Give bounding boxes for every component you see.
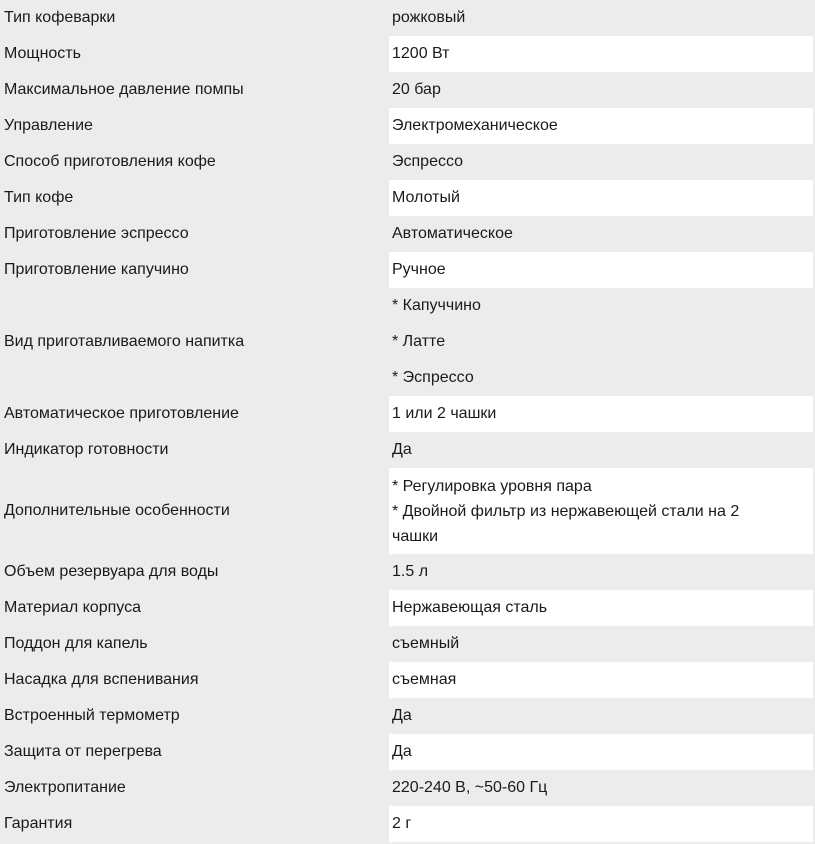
spec-value: съемный xyxy=(392,635,460,652)
spec-label: Вид приготавливаемого напитка xyxy=(4,333,245,350)
spec-row xyxy=(0,108,815,144)
spec-row xyxy=(0,468,815,554)
spec-value: 1.5 л xyxy=(392,563,429,580)
spec-row xyxy=(0,288,815,396)
spec-label: Объем резервуара для воды xyxy=(4,563,219,580)
spec-label: Защита от перегрева xyxy=(4,743,162,760)
spec-value: * Регулировка уровня пара * Двойной фильтр из нержавеющей стали на 2 чашки xyxy=(389,468,813,554)
spec-row xyxy=(0,626,815,662)
spec-label: Управление xyxy=(4,117,93,134)
spec-row xyxy=(0,734,815,770)
spec-row xyxy=(0,144,815,180)
spec-row xyxy=(0,770,815,806)
spec-value: Эспрессо xyxy=(392,153,464,170)
spec-row xyxy=(0,432,815,468)
spec-value: Электромеханическое xyxy=(389,108,813,144)
spec-label: Дополнительные особенности xyxy=(4,502,230,519)
spec-value: Да xyxy=(392,707,412,724)
spec-row xyxy=(0,252,815,288)
spec-label: Максимальное давление помпы xyxy=(4,81,244,98)
spec-label: Тип кофеварки xyxy=(4,9,116,26)
spec-value: Нержавеющая сталь xyxy=(389,590,813,626)
spec-value-item: * Капуччино xyxy=(392,297,481,314)
spec-label: Мощность xyxy=(4,45,81,62)
spec-label: Встроенный термометр xyxy=(4,707,180,724)
spec-label: Приготовление капучино xyxy=(4,261,189,278)
spec-label: Тип кофе xyxy=(4,189,74,206)
spec-value: 220-240 В, ~50-60 Гц xyxy=(392,779,548,796)
spec-value-item: * Латте xyxy=(392,333,446,350)
spec-value-item: * Эспрессо xyxy=(392,369,474,386)
spec-label: Материал корпуса xyxy=(4,599,141,616)
spec-label: Индикатор готовности xyxy=(4,441,169,458)
spec-value: 2 г xyxy=(389,806,813,842)
spec-row xyxy=(0,0,815,36)
spec-value: Да xyxy=(389,734,813,770)
spec-row xyxy=(0,698,815,734)
spec-value: съемная xyxy=(389,662,813,698)
spec-value: 1 или 2 чашки xyxy=(389,396,813,432)
spec-row xyxy=(0,662,815,698)
spec-value-list xyxy=(389,288,813,396)
spec-row xyxy=(0,590,815,626)
spec-value: Молотый xyxy=(389,180,813,216)
spec-label: Гарантия xyxy=(4,815,73,832)
spec-row xyxy=(0,806,815,842)
spec-value: Да xyxy=(392,441,412,458)
spec-value: 1200 Вт xyxy=(389,36,813,72)
spec-row xyxy=(0,396,815,432)
spec-row xyxy=(0,36,815,72)
spec-label: Электропитание xyxy=(4,779,126,796)
spec-label: Автоматическое приготовление xyxy=(4,405,239,422)
spec-label: Насадка для вспенивания xyxy=(4,671,199,688)
spec-value: 20 бар xyxy=(392,81,441,98)
spec-label: Способ приготовления кофе xyxy=(4,153,216,170)
spec-value: рожковый xyxy=(392,9,466,26)
spec-label: Приготовление эспрессо xyxy=(4,225,189,242)
spec-value: Автоматическое xyxy=(392,225,513,242)
spec-row xyxy=(0,180,815,216)
spec-value: Ручное xyxy=(389,252,813,288)
spec-row xyxy=(0,216,815,252)
spec-label: Поддон для капель xyxy=(4,635,148,652)
spec-row xyxy=(0,554,815,590)
spec-row xyxy=(0,72,815,108)
